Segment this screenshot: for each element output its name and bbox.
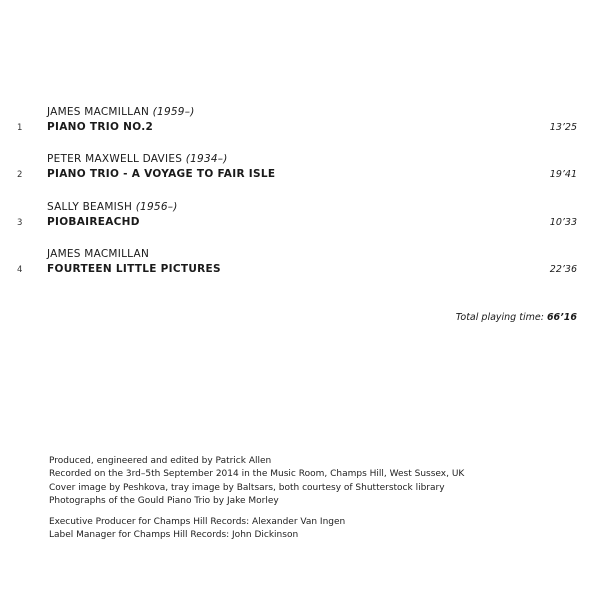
composer-dates: (1956–) (135, 201, 178, 213)
composer-line (47, 248, 149, 260)
total-playing-time (456, 312, 577, 323)
track-duration: 19’41 (549, 169, 577, 180)
track-title: PIANO TRIO NO.2 (47, 121, 154, 133)
composer-name: SALLY BEAMISH (47, 201, 133, 213)
track-title: PIOBAIREACHD (47, 216, 140, 228)
track-number: 2 (17, 170, 23, 180)
track-duration: 22’36 (549, 264, 577, 275)
track-title: FOURTEEN LITTLE PICTURES (47, 263, 221, 275)
track-number: 1 (17, 123, 23, 133)
composer-dates: (1959–) (152, 106, 195, 118)
credit-line: Executive Producer for Champs Hill Records: Alexander Van Ingen (49, 517, 346, 527)
composer-line (47, 201, 178, 213)
credit-line: Produced, engineered and edited by Patrick Allen (49, 456, 272, 466)
composer-line (47, 153, 228, 165)
production-credits (49, 455, 464, 508)
composer-name: PETER MAXWELL DAVIES (47, 153, 183, 165)
composer-line (47, 106, 195, 118)
credit-line: Recorded on the 3rd–5th September 2014 in the Music Room, Champs Hill, West Sussex, UK (49, 469, 465, 480)
track-duration: 10’33 (549, 217, 577, 228)
total-label: Total playing time: (455, 312, 544, 323)
track-number: 3 (17, 218, 23, 228)
composer-name: JAMES MACMILLAN (47, 106, 150, 118)
label-credits (49, 516, 345, 543)
track-duration: 13’25 (549, 122, 577, 133)
composer-dates: (1934–) (185, 153, 228, 165)
total-value: 66’16 (546, 312, 577, 323)
credit-line: Cover image by Peshkova, tray image by Baltsars, both courtesy of Shutterstock library (49, 482, 445, 493)
track-number: 4 (17, 265, 23, 275)
track-title: PIANO TRIO - A VOYAGE TO FAIR ISLE (47, 168, 276, 180)
credit-line: Label Manager for Champs Hill Records: John Dickinson (49, 530, 299, 541)
composer-name: JAMES MACMILLAN (47, 248, 150, 260)
credit-line: Photographs of the Gould Piano Trio by Jake Morley (49, 495, 279, 506)
